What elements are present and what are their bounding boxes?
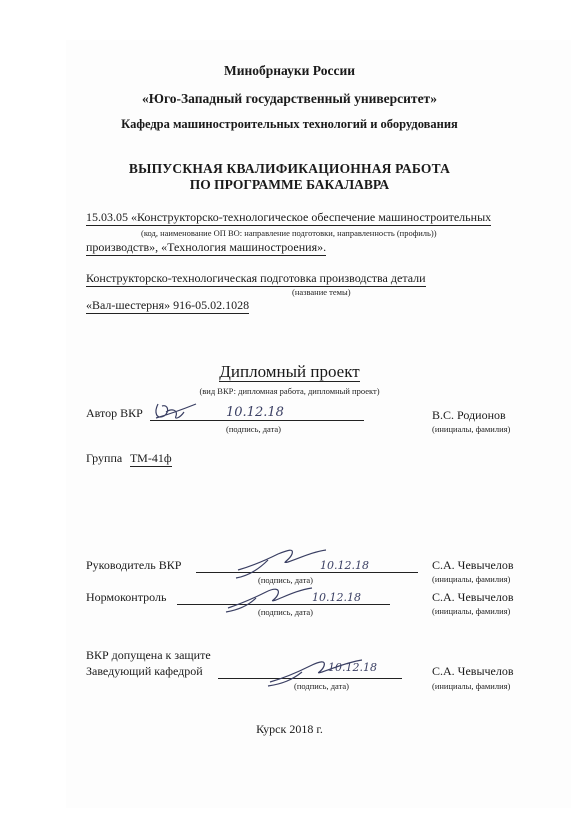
author-name-caption: (инициалы, фамилия) [432, 424, 511, 434]
topic-line2: «Вал-шестерня» 916-05.02.1028 [86, 298, 250, 312]
author-signature-date: 10.12.18 [226, 405, 284, 420]
program-caption: (код, наименование ОП ВО: направление подготовки, направленность (профиль)) [141, 228, 437, 238]
topic-caption: (название темы) [292, 287, 351, 297]
work-type-value: Дипломный проект [219, 362, 360, 381]
program-line2: производств», «Технология машиностроения». [86, 240, 327, 254]
group-label: Группа [86, 451, 123, 465]
supervisor-name: С.А. Чевычелов [432, 558, 514, 572]
author-signature-icon [150, 398, 200, 424]
normcontrol-label: Нормоконтроль [86, 590, 167, 604]
university-heading: «Юго-Западный государственный университет» [142, 91, 437, 106]
head-name-caption: (инициалы, фамилия) [432, 681, 511, 691]
supervisor-signature-caption: (подпись, дата) [258, 575, 314, 585]
author-name: В.С. Родионов [432, 408, 506, 422]
normcontrol-name: С.А. Чевычелов [432, 590, 514, 604]
head-signature-caption: (подпись, дата) [294, 681, 350, 691]
head-name: С.А. Чевычелов [432, 664, 514, 678]
head-of-department-label: Заведующий кафедрой [86, 664, 203, 678]
normcontrol-signature-date: 10.12.18 [312, 591, 361, 604]
author-label: Автор ВКР [86, 406, 143, 420]
department-heading: Кафедра машиностроительных технологий и оборудования [121, 117, 458, 131]
document-title-line2: ПО ПРОГРАММЕ БАКАЛАВРА [189, 177, 390, 192]
supervisor-label: Руководитель ВКР [86, 558, 182, 572]
group-value: ТМ-41ф [130, 451, 172, 465]
program-line1: 15.03.05 «Конструкторско-технологическое обеспечение машиностроительных [86, 210, 492, 224]
work-type-caption: (вид ВКР: дипломная работа, дипломный проект) [199, 386, 380, 396]
head-signature-date: 10.12.18 [328, 661, 377, 674]
city-year: Курск 2018 г. [256, 722, 323, 736]
supervisor-signature-date: 10.12.18 [320, 559, 369, 572]
ministry-heading: Минобрнауки России [223, 63, 356, 78]
admission-line: ВКР допущена к защите [86, 648, 211, 662]
document-title-line1: ВЫПУСКНАЯ КВАЛИФИКАЦИОННАЯ РАБОТА [128, 161, 451, 176]
author-signature-caption: (подпись, дата) [226, 424, 282, 434]
topic-line1: Конструкторско-технологическая подготовка производства детали [86, 271, 426, 285]
normcontrol-signature-caption: (подпись, дата) [258, 607, 314, 617]
normcontrol-name-caption: (инициалы, фамилия) [432, 606, 511, 616]
supervisor-name-caption: (инициалы, фамилия) [432, 574, 511, 584]
